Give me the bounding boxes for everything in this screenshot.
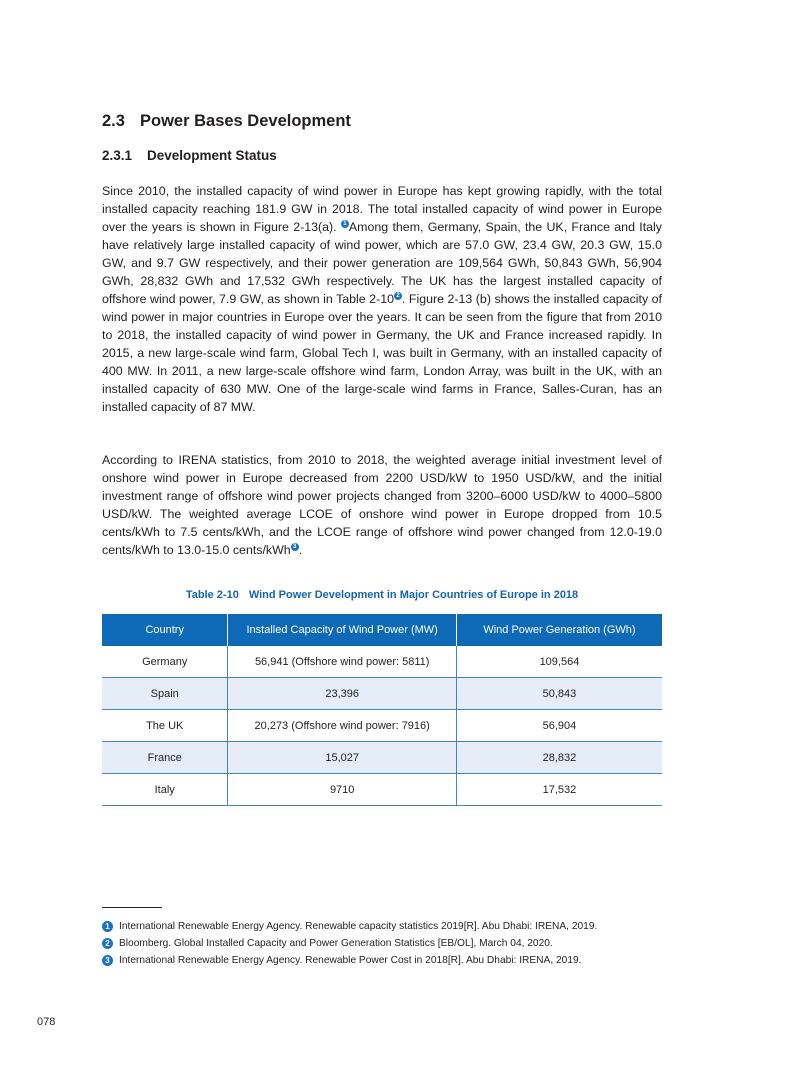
cell-generation: 109,564 xyxy=(456,646,662,678)
paragraph-text: . Figure 2-13 (b) shows the installed capacity of wind power in major countries in Europe over the years. It can be seen from the figure that from 2010 to 2018, the installed capacity of wind power in Germany, the UK and France increased rapidly. In 2015, a new large-scale wind farm, Global Tech I, was built in Germany, with an installed capacity of 400 MW. In 2011, a new large-scale offshore wind farm, London Array, was built in the UK, with an installed capacity of 630 MW. One of the large-scale wind farms in France, Salles-Curan, has an installed capacity of 87 MW. xyxy=(102,292,662,414)
section-title: Power Bases Development xyxy=(140,112,351,130)
footnote-ref-1[interactable]: 1 xyxy=(341,220,349,228)
table-row xyxy=(102,710,662,742)
cell-country: Italy xyxy=(102,774,228,806)
wind-power-table xyxy=(102,614,662,806)
table-title: Wind Power Development in Major Countries of Europe in 2018 xyxy=(248,589,579,601)
column-header-capacity: Installed Capacity of Wind Power (MW) xyxy=(228,614,456,646)
paragraph-text: Among them, Germany, Spain, the UK, France and Italy have relatively large installed capacity of wind power, which are 57.0 GW, 23.4 GW, 20.3 GW, 15.0 GW, and 9.7 GW respectively, and their power generation are 109,564 GWh, 50,843 GWh, 56,904 GWh, 28,832 GWh and 17,532 GWh respectively. The UK has the largest installed capacity of offshore wind power, 7.9 GW, as shown in Table 2-10 xyxy=(102,220,662,306)
cell-country: France xyxy=(102,742,228,774)
paragraph-irena-costs xyxy=(102,451,662,559)
subsection-title: Development Status xyxy=(147,148,277,163)
footnote-marker-icon: 2 xyxy=(102,938,113,949)
table-number: Table 2-10 xyxy=(185,589,239,601)
subsection-heading xyxy=(102,148,277,163)
cell-capacity: 15,027 xyxy=(228,742,456,774)
cell-capacity: 23,396 xyxy=(228,678,456,710)
footnote-text: Bloomberg. Global Installed Capacity and Power Generation Statistics [EB/OL], March 04, 2020. xyxy=(119,938,553,949)
footnote-marker-icon: 3 xyxy=(102,955,113,966)
footnote-1 xyxy=(102,918,664,935)
cell-generation: 50,843 xyxy=(456,678,662,710)
column-header-country: Country xyxy=(102,614,228,646)
cell-generation: 17,532 xyxy=(456,774,662,806)
footnote-2 xyxy=(102,935,664,952)
section-heading xyxy=(102,112,351,131)
footnotes xyxy=(102,918,664,969)
paragraph-text: Since 2010, the installed capacity of wind power in Europe has kept growing rapidly, with the total installed capacity reaching 181.9 GW in 2018. The total installed capacity of wind power in Europe over the years is shown in Figure 2-13(a). xyxy=(102,184,662,234)
footnote-divider xyxy=(102,907,162,908)
footnote-marker-icon: 1 xyxy=(102,921,113,932)
footnote-text: International Renewable Energy Agency. Renewable Power Cost in 2018[R]. Abu Dhabi: IRENA, 2019. xyxy=(119,955,582,966)
section-number: 2.3 xyxy=(102,112,125,130)
cell-country: The UK xyxy=(102,710,228,742)
cell-capacity: 9710 xyxy=(228,774,456,806)
footnote-text: International Renewable Energy Agency. Renewable capacity statistics 2019[R]. Abu Dhabi: IRENA, 2019. xyxy=(119,921,598,932)
cell-generation: 28,832 xyxy=(456,742,662,774)
table-row xyxy=(102,742,662,774)
table-row xyxy=(102,678,662,710)
table-caption xyxy=(102,589,662,601)
footnote-3 xyxy=(102,952,664,969)
cell-country: Spain xyxy=(102,678,228,710)
subsection-number: 2.3.1 xyxy=(102,148,133,163)
page-number: 078 xyxy=(37,1016,56,1028)
cell-generation: 56,904 xyxy=(456,710,662,742)
cell-capacity: 56,941 (Offshore wind power: 5811) xyxy=(228,646,456,678)
paragraph-text: According to IRENA statistics, from 2010 to 2018, the weighted average initial investment level of onshore wind power in Europe decreased from 2200 USD/kW to 1950 USD/kW, and the initial investment range of offshore wind power projects changed from 3200–6000 USD/kW to 4000–5800 USD/kW. The weighted average LCOE of onshore wind power in Europe dropped from 10.5 cents/kWh to 7.5 cents/kWh, and the LCOE range of offshore wind power changed from 12.0-19.0 cents/kWh to 13.0-15.0 cents/kWh xyxy=(102,453,662,557)
cell-capacity: 20,273 (Offshore wind power: 7916) xyxy=(228,710,456,742)
paragraph-development-status xyxy=(102,182,662,416)
table-row xyxy=(102,646,662,678)
footnote-ref-2[interactable]: 2 xyxy=(394,292,402,300)
paragraph-end: . xyxy=(298,543,303,557)
cell-country: Germany xyxy=(102,646,228,678)
column-header-generation: Wind Power Generation (GWh) xyxy=(456,614,662,646)
table-row xyxy=(102,774,662,806)
footnote-ref-3[interactable]: 3 xyxy=(291,543,299,551)
table-header-row xyxy=(102,614,662,646)
